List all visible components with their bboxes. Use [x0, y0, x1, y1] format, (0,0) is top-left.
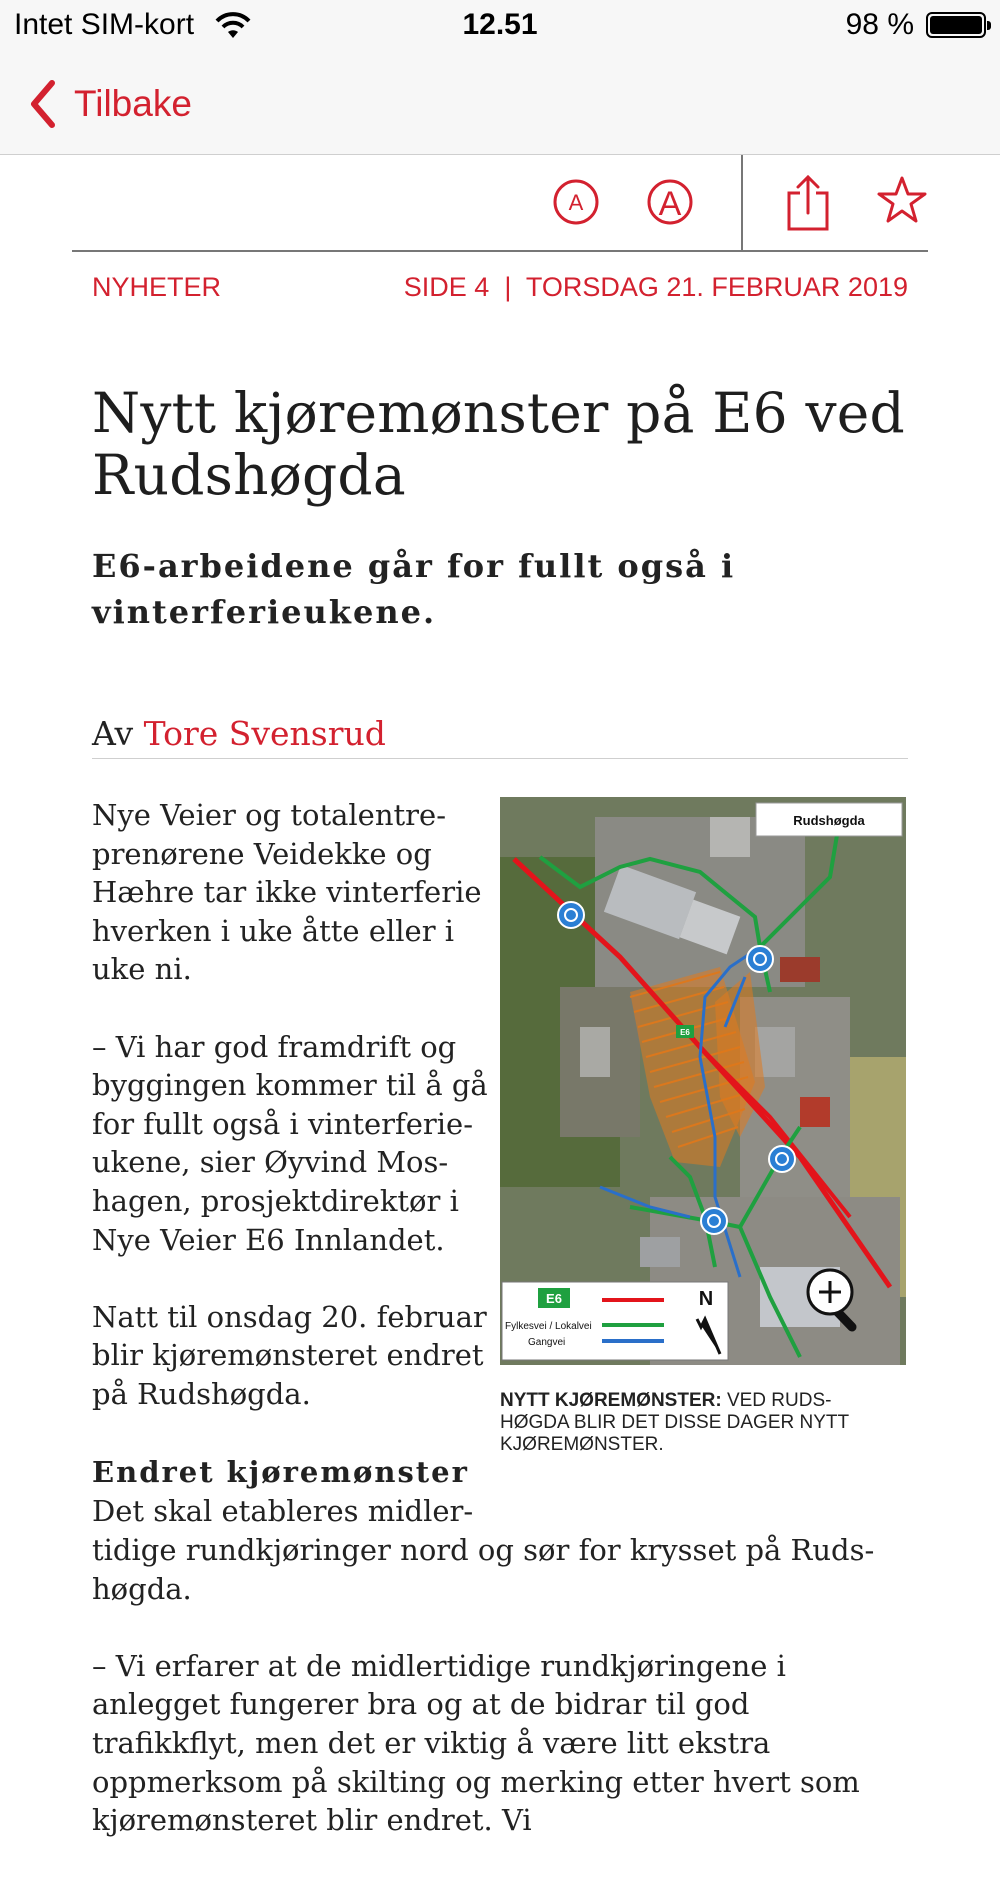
article-map-image[interactable] — [500, 797, 906, 1365]
article-title: Nytt kjøremønster på E6 ved Rudshøgda — [92, 381, 905, 507]
paragraph: – Vi har god framdrift og byggingen kommer til å gå for fullt også i vinterferie-ukene, sier Øyvind Mos-hagen, prosjektdirektør i Nye Veier E6 Innlandet. — [92, 1029, 488, 1257]
back-button[interactable] — [28, 76, 192, 132]
carrier-label: Intet SIM-kort — [14, 8, 195, 41]
paragraph: tidige rundkjøringer nord og sør for krysset på Ruds-høgda. — [92, 1533, 875, 1606]
article-body-full — [92, 1531, 912, 1878]
page-info: SIDE 4 | TORSDAG 21. FEBRUAR 2019 — [403, 272, 908, 302]
font-size-increase-icon[interactable] — [645, 177, 695, 227]
battery-icon — [926, 12, 986, 38]
font-size-decrease-icon[interactable] — [551, 177, 601, 227]
legend-e6: E6 — [546, 1291, 562, 1306]
north-label: N — [698, 1288, 714, 1310]
article-toolbar — [72, 155, 928, 252]
star-icon[interactable] — [877, 175, 927, 225]
legend-county: Fylkesvei / Lokalvei — [505, 1321, 592, 1332]
back-label: Tilbake — [74, 83, 192, 124]
legend-walk: Gangvei — [528, 1337, 566, 1348]
svg-text:E6: E6 — [680, 1028, 690, 1037]
share-icon[interactable] — [785, 173, 831, 233]
map-illustration — [500, 797, 906, 1365]
paragraph: Det skal etableres midler- — [92, 1494, 474, 1528]
clock: 12.51 — [462, 8, 538, 41]
caption-bold: NYTT KJØREMØNSTER: — [500, 1390, 722, 1411]
paragraph: – Vi erfarer at de midlertidige rundkjøringene i anlegget fungerer bra og at de bidrar til god trafikkflyt, men det er viktig å være litt ekstra oppmerksom på skilting og merking etter hvert som kjøremønsteret blir endret. Vi — [92, 1648, 860, 1838]
toolbar-divider — [741, 155, 743, 250]
navigation-bar — [0, 52, 1000, 155]
paragraph: Natt til onsdag 20. februar blir kjøremønsteret endret på Rudshøgda. — [92, 1299, 487, 1411]
author-link[interactable]: Tore Svensrud — [143, 714, 386, 753]
chevron-left-icon — [28, 79, 58, 129]
byline — [92, 714, 908, 759]
status-bar — [0, 0, 1000, 52]
svg-text:A: A — [658, 185, 682, 223]
battery-percent: 98 % — [845, 8, 914, 41]
crosshead: Endret kjøremønster — [92, 1455, 469, 1489]
paragraph: Nye Veier og totalentre-prenørene Veidekke og Hæhre tar ikke vinterferie hverken i uke åtte eller i uke ni. — [92, 798, 482, 987]
section-label: NYHETER — [92, 272, 222, 302]
article-body-left — [92, 796, 492, 1452]
article-subtitle: E6-arbeidene går for fullt også i vinterferieukene. — [92, 547, 736, 631]
image-caption — [500, 1390, 900, 1456]
caption-text: VED RUDS-HØGDA BLIR DET DISSE DAGER NYTT KJØREMØNSTER. — [500, 1390, 849, 1455]
byline-prefix: Av — [92, 714, 134, 753]
map-place-label: Rudshøgda — [793, 813, 865, 828]
svg-text:A: A — [568, 190, 584, 215]
